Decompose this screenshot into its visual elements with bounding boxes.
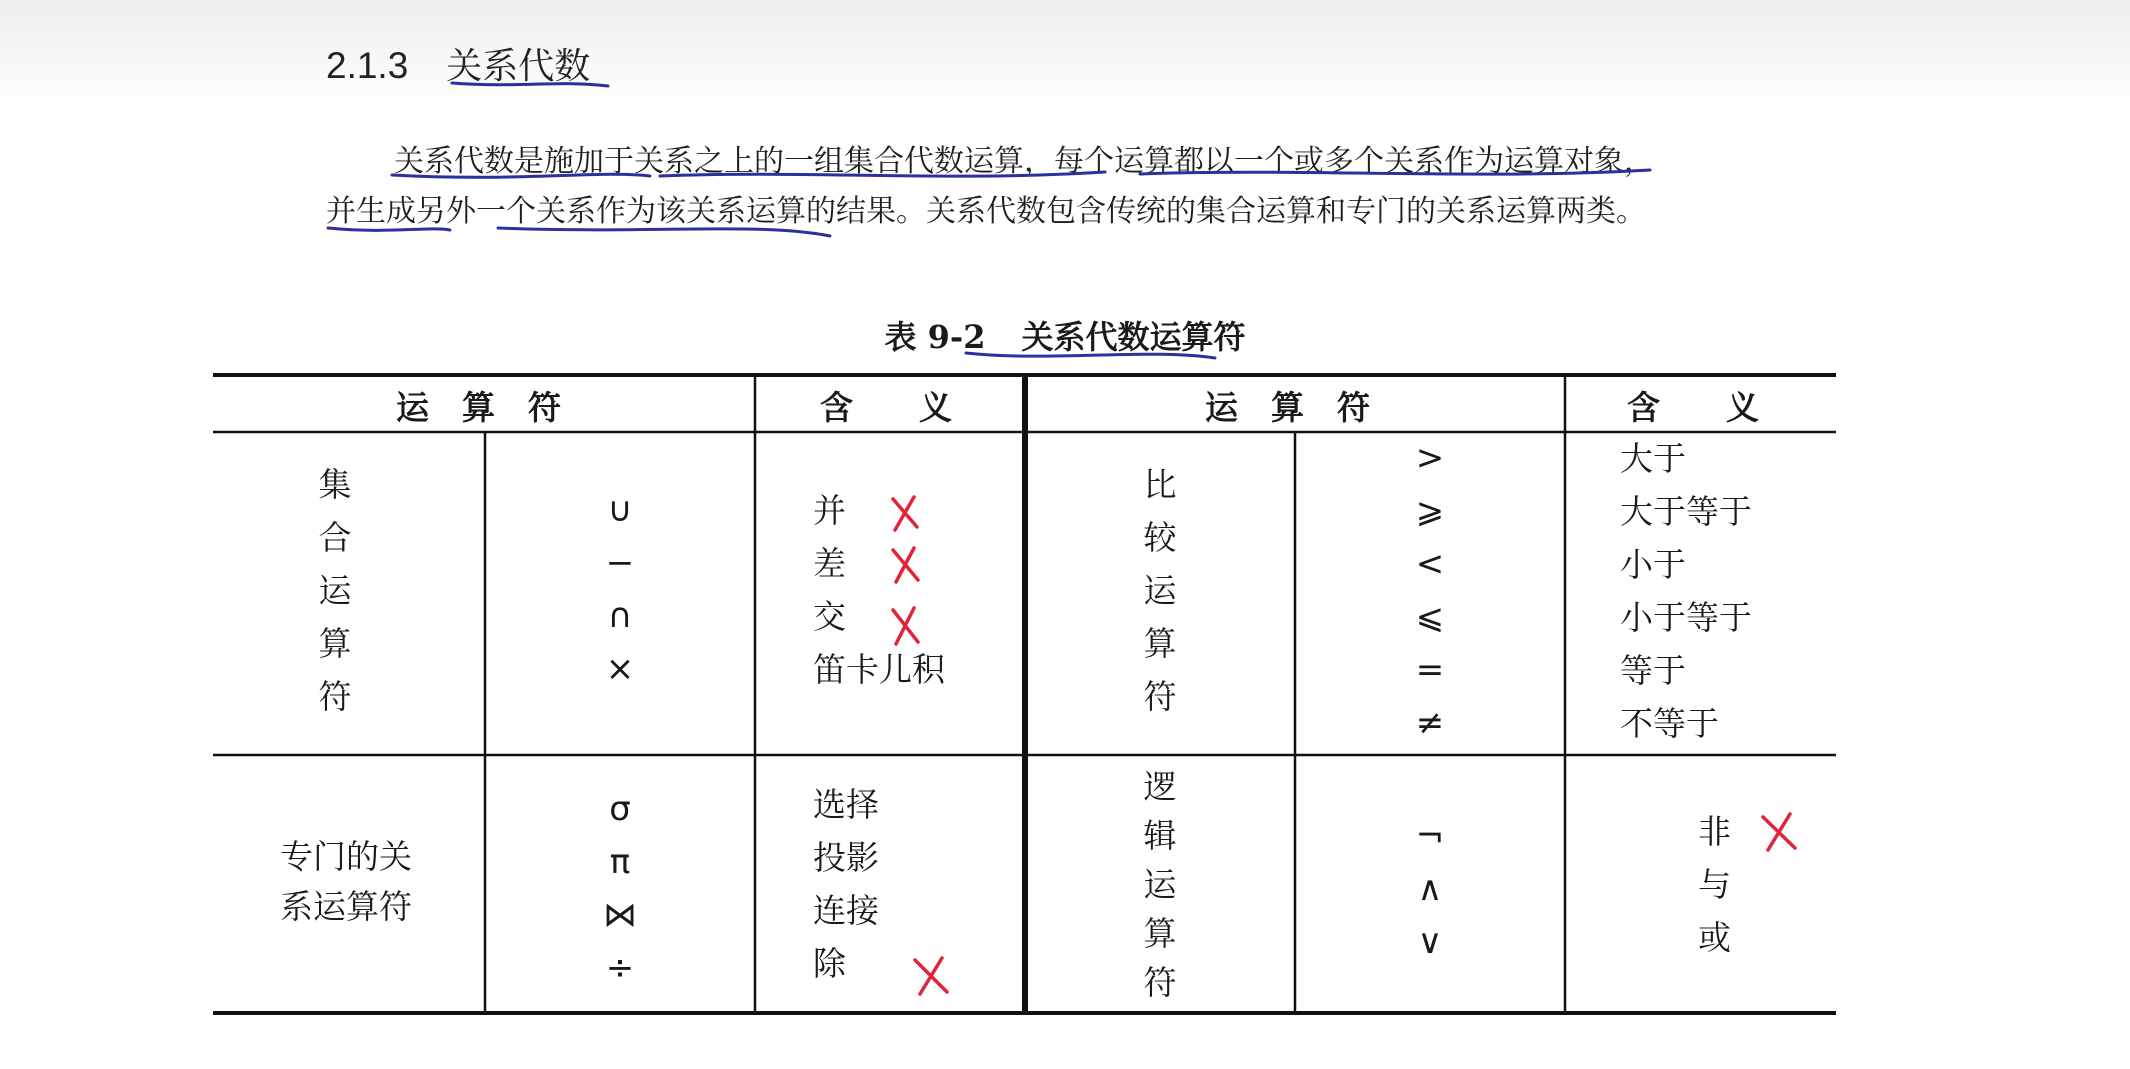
- logic-ops-category: [1130, 762, 1190, 1007]
- less-than-symbol: <: [1415, 544, 1445, 584]
- header-right-meaning: 含 义: [1627, 388, 1759, 427]
- not-equal-symbol: ≠: [1415, 703, 1445, 743]
- product-symbol: ×: [605, 649, 635, 689]
- set-ops-category-char: 符: [318, 677, 352, 716]
- meaning-greater-than: 大于: [1620, 439, 1686, 478]
- not-symbol: ¬: [1415, 816, 1445, 856]
- header-left-operator: 运 算 符: [396, 388, 561, 427]
- set-ops-symbols: [580, 484, 660, 696]
- comparison-ops-category-char: 运: [1143, 571, 1177, 610]
- meaning-and: 与: [1698, 865, 1731, 904]
- and-symbol: ∧: [1417, 869, 1443, 909]
- select-symbol: σ: [609, 789, 631, 829]
- meaning-not: 非: [1698, 812, 1731, 851]
- logic-ops-category-char: 运: [1143, 865, 1177, 904]
- join-symbol: ⋈: [603, 895, 637, 935]
- comparison-ops-category-char: 算: [1143, 624, 1177, 663]
- comparison-ops-category-char: 符: [1143, 677, 1177, 716]
- or-symbol: ∨: [1417, 922, 1443, 962]
- set-ops-category-char: 集: [318, 465, 352, 504]
- meaning-select: 选择: [813, 785, 879, 824]
- equal-symbol: =: [1415, 650, 1445, 690]
- less-equal-symbol: ⩽: [1415, 597, 1445, 637]
- set-ops-category-char: 算: [318, 624, 352, 663]
- meaning-union: 并: [813, 491, 846, 530]
- body-paragraph: 关系代数是施加于关系之上的一组集合代数运算，每个运算都以一个或多个关系作为运算对象，并生成另外一个关系作为该关系运算的结果。关系代数包含传统的集合运算和专门的关系运算两类。: [326, 144, 1654, 229]
- meaning-join: 连接: [813, 891, 879, 930]
- comparison-ops-meanings: [1620, 432, 1752, 750]
- intersection-symbol: ∩: [607, 596, 633, 636]
- comparison-ops-category-char: 比: [1143, 465, 1177, 504]
- table-caption-number: 表 9-2: [884, 318, 986, 356]
- meaning-divide: 除: [813, 944, 846, 983]
- union-symbol: ∪: [607, 490, 633, 530]
- set-ops-category-char: 运: [318, 571, 352, 610]
- comparison-ops-symbols: [1390, 432, 1470, 750]
- meaning-less-equal: 小于等于: [1620, 598, 1752, 637]
- project-symbol: π: [609, 842, 631, 882]
- relational-ops-category-line: 专门的关: [280, 837, 412, 876]
- meaning-or: 或: [1698, 918, 1731, 957]
- relational-ops-meanings: [813, 778, 879, 990]
- meaning-not-equal: 不等于: [1620, 704, 1719, 743]
- comparison-ops-category: [1130, 458, 1190, 723]
- logic-ops-category-char: 算: [1143, 914, 1177, 953]
- header-left-meaning: 含 义: [820, 388, 952, 427]
- divide-symbol: ÷: [605, 948, 635, 988]
- logic-ops-category-char: 符: [1143, 963, 1177, 1002]
- meaning-less-than: 小于: [1620, 545, 1686, 584]
- header-right-operator: 运 算 符: [1205, 388, 1370, 427]
- meaning-difference: 差: [813, 544, 846, 583]
- logic-ops-meanings: [1698, 805, 1731, 964]
- table-caption-title: 关系代数运算符: [1021, 318, 1246, 356]
- relational-ops-category: [280, 832, 412, 932]
- set-ops-meanings: [813, 484, 945, 696]
- relational-ops-category-line: 系运算符: [280, 887, 412, 926]
- logic-ops-category-char: 辑: [1143, 816, 1177, 855]
- section-number: 2.1.3: [326, 45, 409, 86]
- section-title: 关系代数: [446, 46, 591, 87]
- meaning-intersection: 交: [813, 597, 846, 636]
- logic-ops-symbols: [1390, 810, 1470, 969]
- greater-than-symbol: >: [1415, 438, 1445, 478]
- set-ops-category-char: 合: [318, 518, 352, 557]
- meaning-project: 投影: [813, 838, 879, 877]
- relational-ops-symbols: [580, 783, 660, 995]
- greater-equal-symbol: ⩾: [1415, 491, 1445, 531]
- meaning-cartesian-product: 笛卡儿积: [813, 650, 945, 689]
- logic-ops-category-char: 逻: [1143, 767, 1177, 806]
- meaning-equal: 等于: [1620, 651, 1686, 690]
- set-ops-category: [305, 458, 365, 723]
- comparison-ops-category-char: 较: [1143, 518, 1177, 557]
- meaning-greater-equal: 大于等于: [1620, 492, 1752, 531]
- difference-symbol: −: [605, 543, 635, 583]
